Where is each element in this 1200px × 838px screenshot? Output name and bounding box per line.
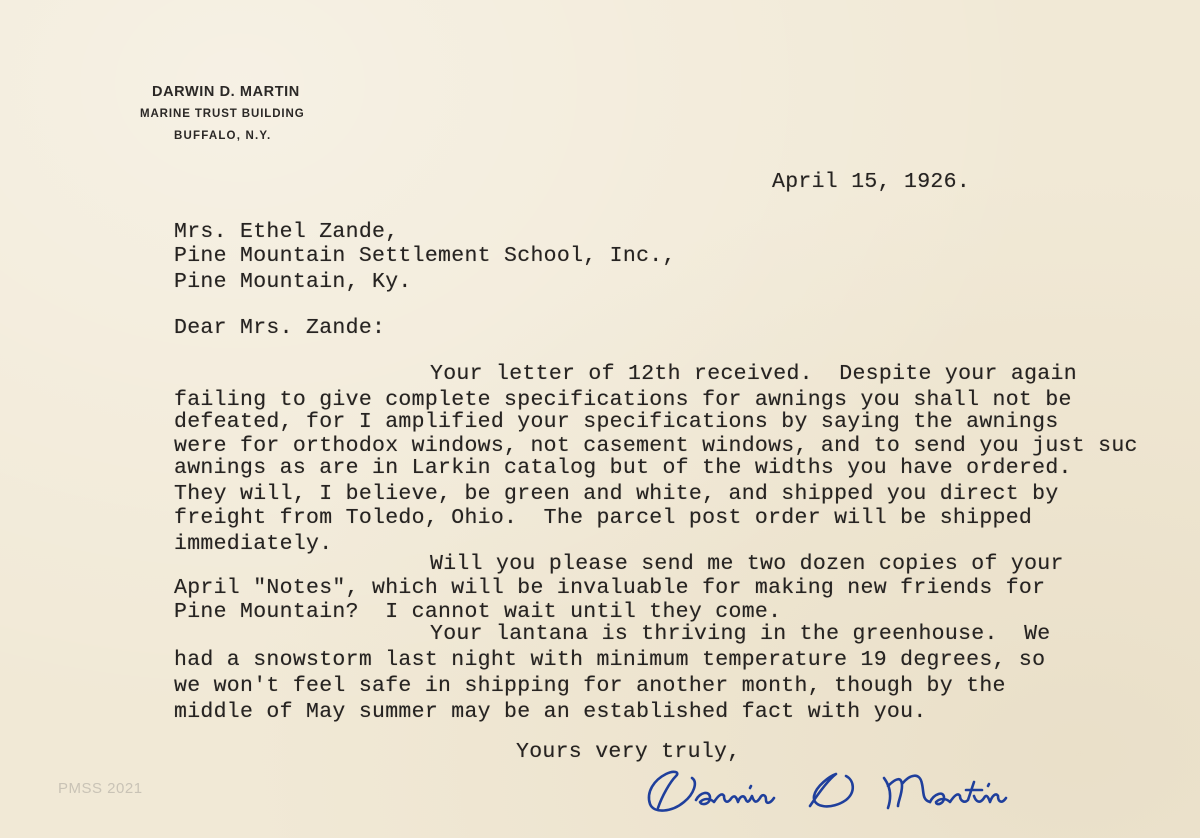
body-line: April "Notes", which will be invaluable for making new friends for — [174, 576, 1046, 600]
body-line: had a snowstorm last night with minimum temperature 19 degrees, so — [174, 648, 1046, 672]
archive-watermark: PMSS 2021 — [58, 780, 143, 797]
body-line: Will you please send me two dozen copies of your — [430, 552, 1064, 576]
salutation: Dear Mrs. Zande: — [174, 316, 386, 340]
body-line: failing to give complete specifications for awnings you shall not be — [174, 388, 1072, 412]
body-line: middle of May summer may be an established fact with you. — [174, 700, 927, 724]
body-line: Your letter of 12th received. Despite your again — [430, 362, 1077, 386]
letter-date: April 15, 1926. — [772, 170, 971, 194]
body-line: defeated, for I amplified your specifications by saying the awnings — [174, 410, 1059, 434]
letterhead-name: DARWIN D. MARTIN — [152, 84, 300, 100]
closing: Yours very truly, — [516, 740, 741, 764]
signature-strokes — [649, 772, 1006, 811]
body-line: we won't feel safe in shipping for another month, though by the — [174, 674, 1006, 698]
body-line: were for orthodox windows, not casement windows, and to send you just suc — [174, 434, 1138, 458]
body-line: Your lantana is thriving in the greenhouse. We — [430, 622, 1051, 646]
letterhead-building: MARINE TRUST BUILDING — [140, 108, 305, 120]
recipient-address: Pine Mountain, Ky. — [174, 270, 412, 294]
body-line: They will, I believe, be green and white, and shipped you direct by — [174, 482, 1059, 506]
handwritten-signature — [640, 756, 1110, 826]
signature-drawing — [640, 756, 1110, 826]
recipient-organization: Pine Mountain Settlement School, Inc., — [174, 244, 676, 268]
body-line: awnings as are in Larkin catalog but of the widths you have ordered. — [174, 456, 1072, 480]
body-line: immediately. — [174, 532, 333, 556]
letterhead-city: BUFFALO, N.Y. — [174, 130, 272, 142]
recipient-name: Mrs. Ethel Zande, — [174, 220, 399, 244]
body-line: Pine Mountain? I cannot wait until they come. — [174, 600, 782, 624]
body-line: freight from Toledo, Ohio. The parcel post order will be shipped — [174, 506, 1033, 530]
